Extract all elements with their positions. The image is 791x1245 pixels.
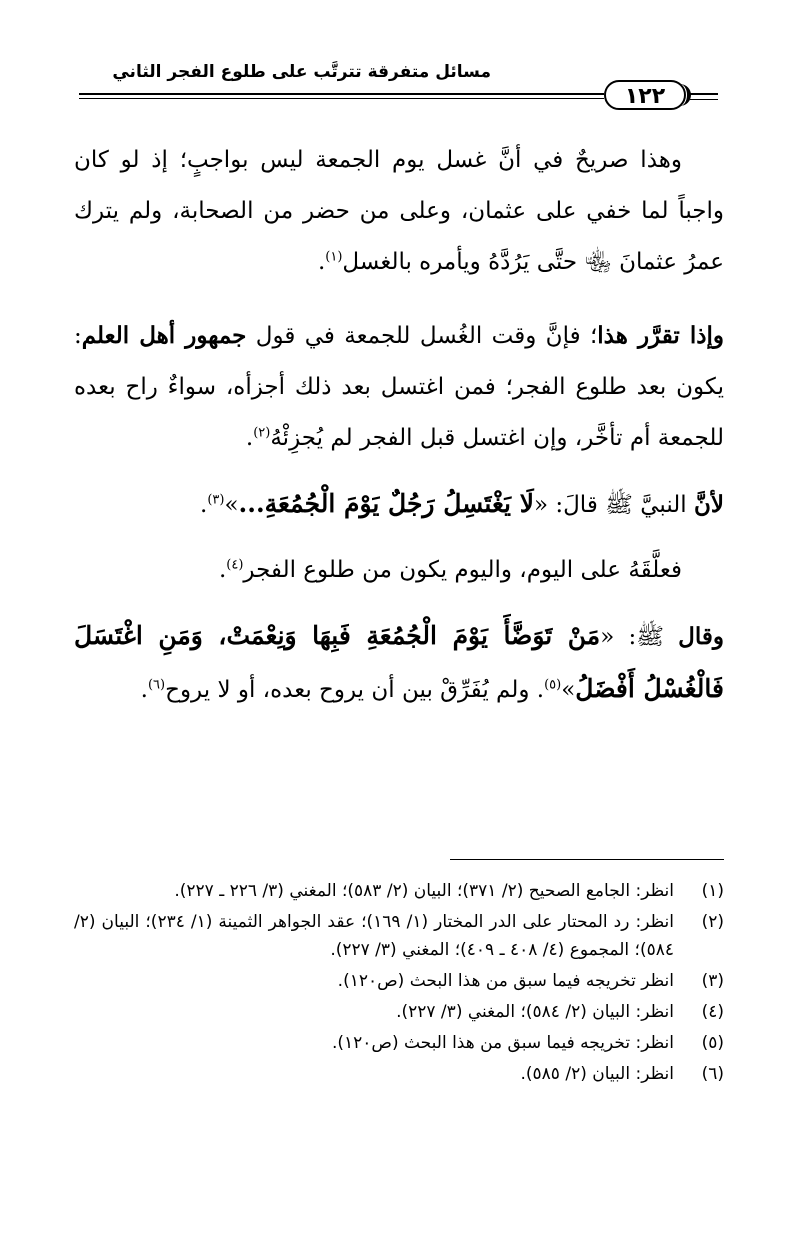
bold-lead: لأنَّ	[693, 491, 724, 518]
header-rule	[79, 93, 604, 95]
footnote-5	[74, 1029, 724, 1057]
footnote-number: (٢)	[701, 912, 724, 932]
paragraph-text: : يكون بعد طلوع الفجر؛ فمن اغتسل بعد ذلك أجزأه، سواءٌ راح بعده للجمعة أم تأخَّر، وإن اغتسل قبل الفجر لم يُجزِئْهُ	[74, 323, 724, 451]
period: .	[140, 677, 148, 703]
footnote-3	[74, 967, 724, 995]
footnote-number: (٥)	[701, 1033, 724, 1053]
footnote-ref: (٦)	[147, 677, 166, 693]
period: .	[218, 557, 227, 583]
quote-close: »	[561, 677, 576, 703]
bold-lead: وإذا تقرَّر هذا	[597, 322, 724, 349]
footnote-text: انظر: رد المحتار على الدر المختار (١/ ١٦٩)؛ عقد الجواهر الثمينة (١/ ٢٣٤)؛ البيان (٢/ ٥٨٤)؛ المجموع (٤/ ٤٠٨ ـ ٤٠٩)؛ المغني (٣/ ٢٢٧).	[74, 912, 674, 960]
footnote-text: انظر: البيان (٢/ ٥٨٥).	[520, 1064, 674, 1084]
running-header-title: مسائل متفرقة تترتَّب على طلوع الفجر الثاني	[112, 62, 491, 82]
paragraph-1	[74, 135, 724, 288]
header-rule-right-thin	[690, 99, 718, 100]
paragraph-text: وهذا صريحٌ في أنَّ غسل يوم الجمعة ليس بواجبٍ؛ إذ لو كان واجباً لما خفي على عثمان، وعلى من حضر من الصحابة، ولم يترك عمرُ عثمانَ ﵄ حتَّى يَرُدَّهُ ويأمره بالغسل	[74, 147, 724, 275]
footnote-ref: (٢)	[253, 425, 271, 441]
footnote-number: (٦)	[701, 1064, 724, 1084]
paragraph-text: ﷺ: «	[600, 624, 679, 650]
footnote-4	[74, 998, 724, 1026]
footnote-ref: (٥)	[544, 677, 562, 693]
paragraph-3	[74, 478, 724, 531]
paragraph-5	[74, 610, 724, 716]
footnote-ref: (٤)	[226, 557, 244, 573]
hadith-quote: مَنْ تَوَضَّأَ يَوْمَ الْجُمُعَةِ فَبِهَا وَنِعْمَتْ، وَمَنِ اغْتَسَلَ فَالْغُسْلُ أَفْضَلُ	[74, 621, 724, 703]
paragraph-text: فعلَّقَهُ على اليوم، واليوم يكون من طلوع الفجر	[243, 557, 682, 583]
footnote-2	[74, 908, 724, 964]
page-number: ١٢٢	[604, 80, 686, 110]
footnote-6	[74, 1060, 724, 1088]
hadith-quote: لَا يَغْتَسِلُ رَجُلٌ يَوْمَ الْجُمُعَةِ...	[238, 489, 534, 518]
main-text	[74, 135, 724, 716]
footnote-number: (٤)	[701, 1002, 724, 1022]
period: .	[200, 492, 208, 518]
paragraph-text: النبيَّ ﷺ قالَ: «	[533, 492, 694, 518]
footnote-text: انظر: البيان (٢/ ٥٨٤)؛ المغني (٣/ ٢٢٧).	[396, 1002, 674, 1022]
paragraph-text: . ولم يُفَرِّقْ بين أن يروح بعده، أو لا يروح	[165, 677, 545, 703]
footnote-text: انظر: تخريجه فيما سبق من هذا البحث (ص١٢٠).	[331, 1033, 674, 1053]
footnote-1	[74, 877, 724, 905]
header-rule-right	[690, 93, 718, 95]
period: .	[317, 249, 326, 275]
paragraph-text: ؛ فإنَّ وقت الغُسل للجمعة في قول	[246, 323, 598, 349]
paragraph-2	[74, 310, 724, 464]
footnote-separator	[450, 859, 724, 860]
footnote-ref: (١)	[325, 249, 343, 265]
period: .	[245, 425, 254, 451]
footnotes	[74, 877, 724, 1091]
footnote-number: (١)	[701, 881, 724, 901]
header-rule-thin	[79, 98, 604, 99]
footnote-text: انظر: الجامع الصحيح (٢/ ٣٧١)؛ البيان (٢/ ٥٨٣)؛ المغني (٣/ ٢٢٦ ـ ٢٢٧).	[174, 881, 674, 901]
quote-close: »	[224, 492, 239, 518]
paragraph-4	[74, 545, 724, 596]
bold-lead: وقال	[678, 623, 724, 650]
bold-term: جمهور أهل العلم	[81, 322, 247, 349]
footnote-text: انظر تخريجه فيما سبق من هذا البحث (ص١٢٠).	[337, 971, 674, 991]
footnote-ref: (٣)	[207, 492, 225, 508]
footnote-number: (٣)	[701, 971, 724, 991]
